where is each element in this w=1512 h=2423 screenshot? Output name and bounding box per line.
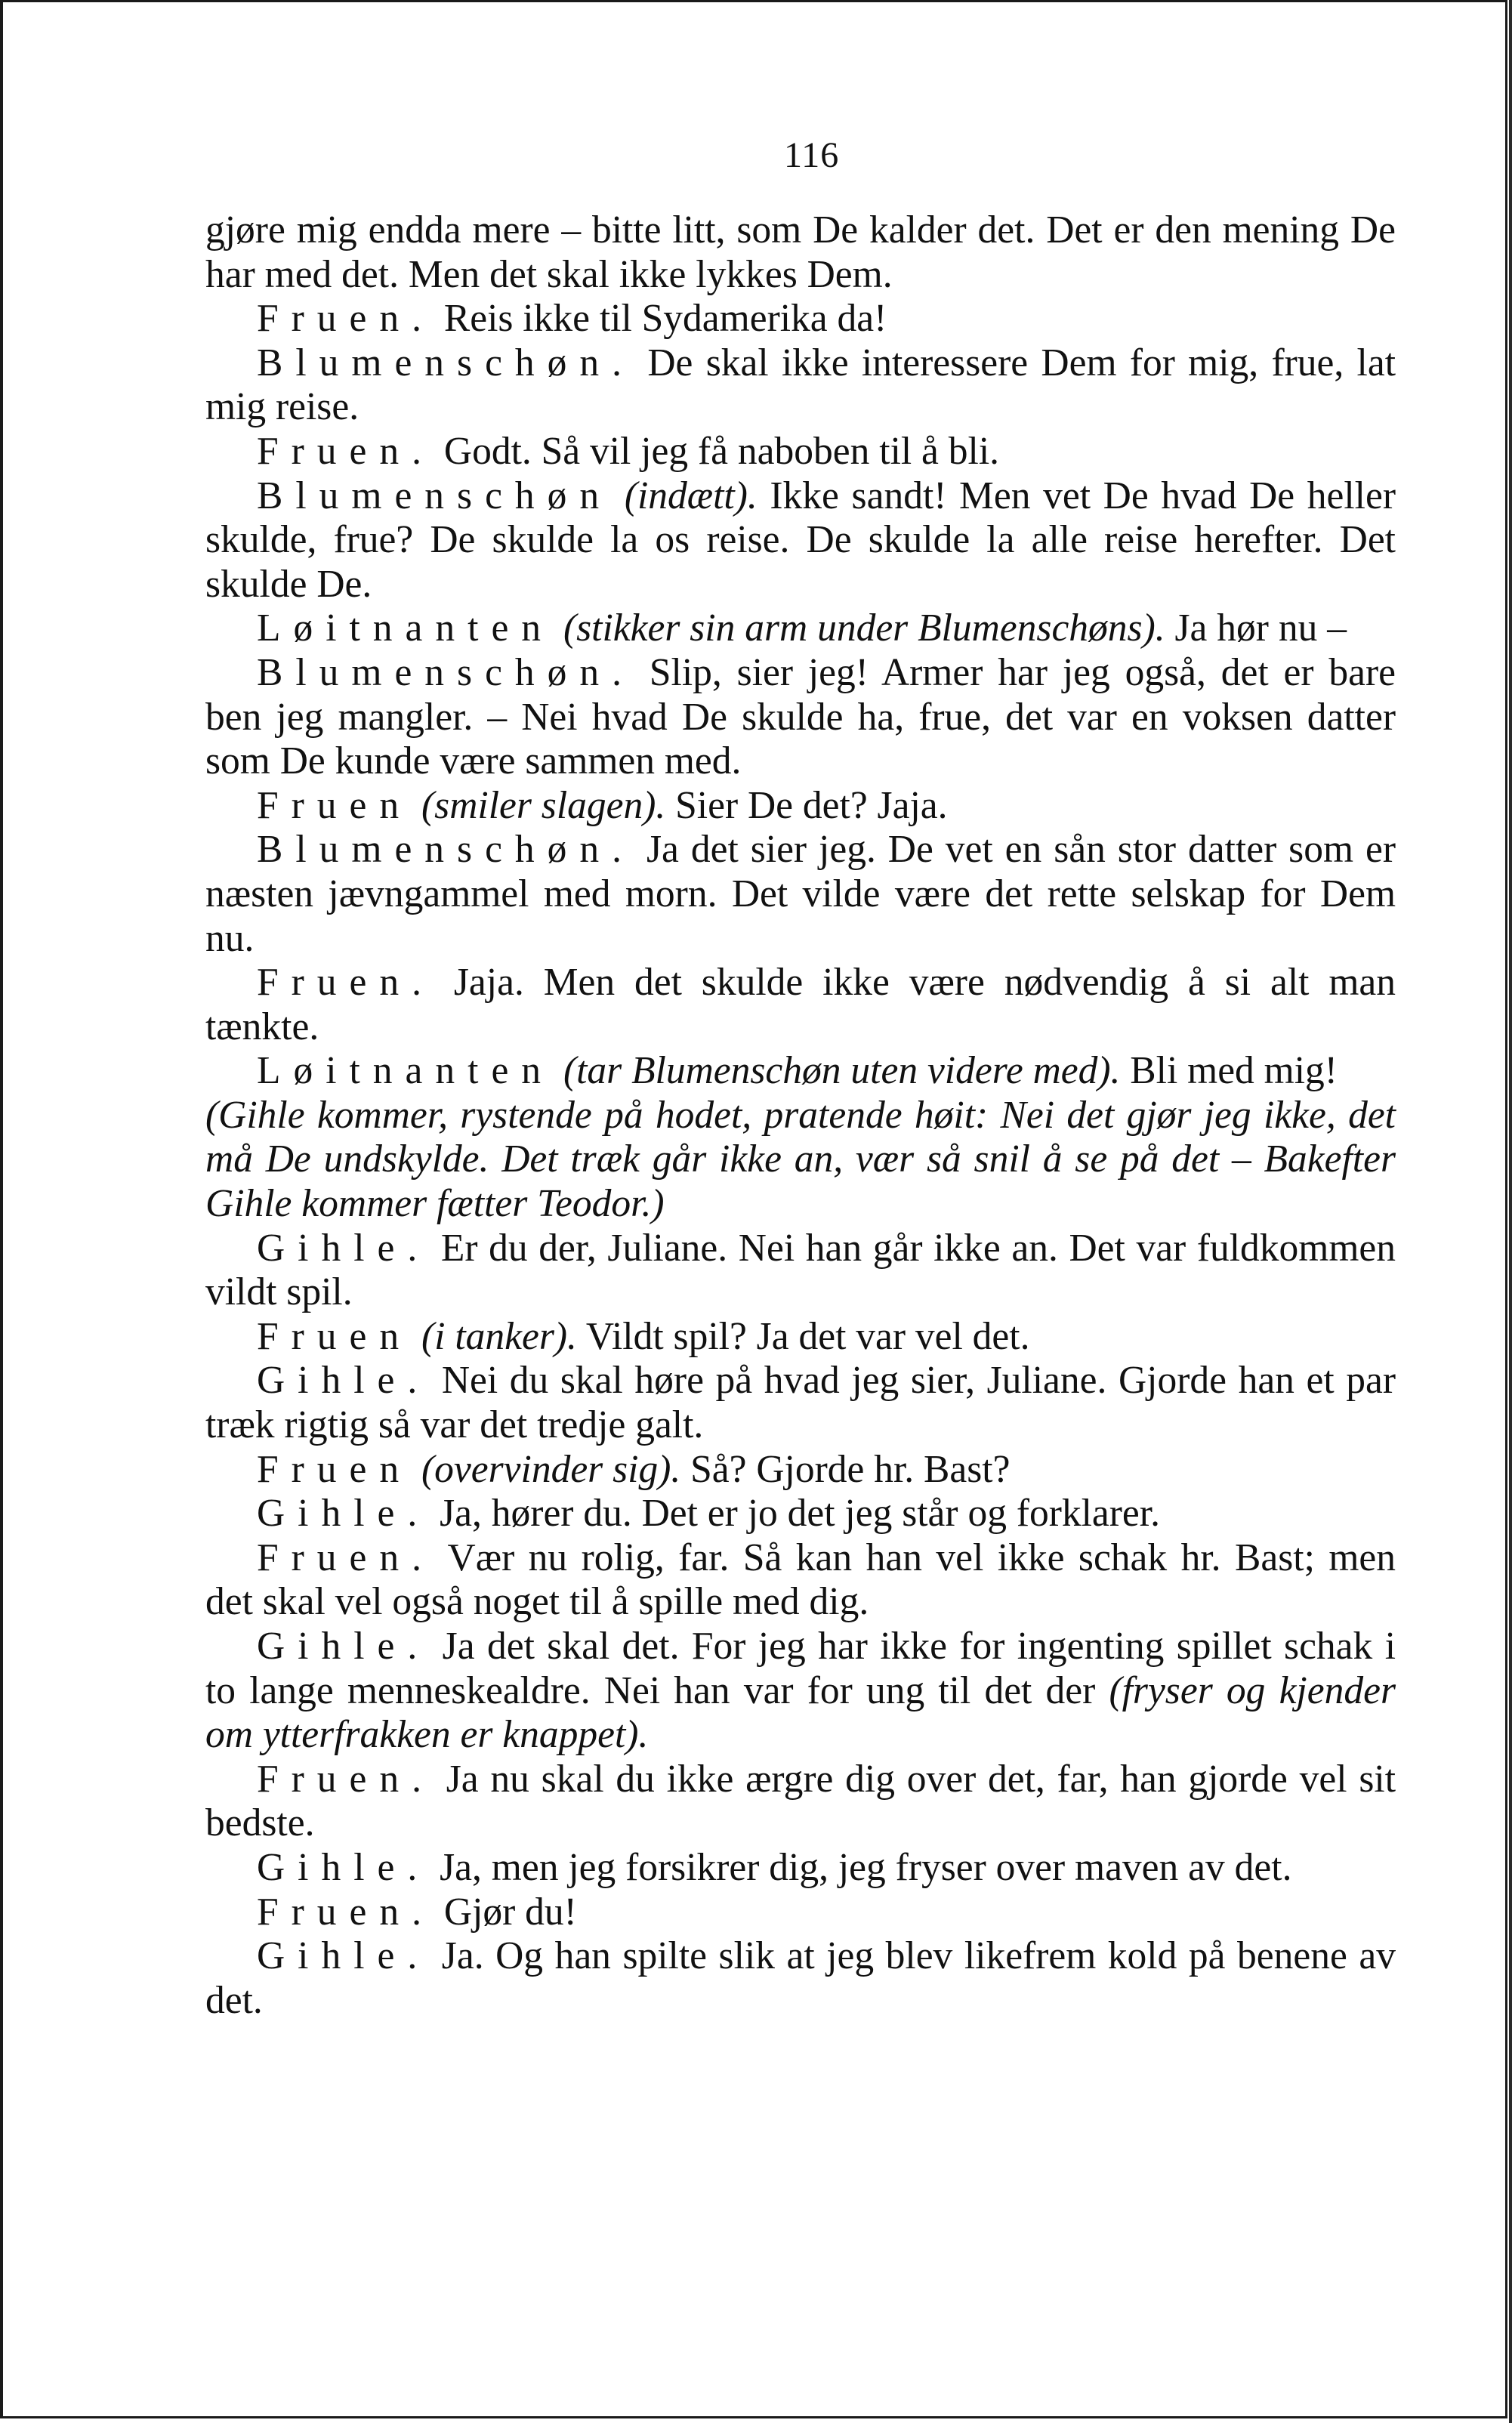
paragraph: Gihle. Ja, hører du. Det er jo det jeg står og forklarer. — [257, 1492, 1160, 1536]
play-text — [205, 208, 1396, 2023]
paragraph: Blumenschøn (indætt). Ikke sandt! Men vet De hvad De heller skulde, frue? De skulde la os reise. De skulde la alle reise herefter. Det skulde De. — [205, 474, 1396, 606]
speaker-name: Løitnanten — [257, 1049, 554, 1093]
speaker-name: Fruen. — [257, 429, 434, 473]
paragraph: Fruen (overvinder sig). Så? Gjorde hr. Bast? — [257, 1447, 1011, 1491]
speaker-name: Fruen. — [257, 961, 434, 1005]
page-number: 116 — [784, 135, 840, 175]
speaker-name: Gihle. — [257, 1226, 430, 1270]
paragraph: Fruen. Reis ikke til Sydamerika da! — [257, 297, 887, 341]
speaker-name: Gihle. — [257, 1934, 430, 1978]
stage-direction: (stikker sin arm under Blumenschøns). — [563, 607, 1165, 650]
stage-direction: (fryser og kjender om ytterfrakken er knappet). — [205, 1668, 1396, 1757]
speaker-name: Fruen. — [257, 1536, 434, 1579]
paragraph: Blumenschøn. Ja det sier jeg. De vet en sån stor datter som er næsten jævngammel med morn. Det vilde være det rette selskap for Dem nu. — [205, 828, 1396, 960]
paragraph: Fruen (smiler slagen). Sier De det? Jaja. — [257, 783, 948, 827]
paragraph: Løitnanten (stikker sin arm under Blumenschøns). Ja hør nu – — [257, 607, 1347, 650]
paragraph: Fruen. Gjør du! — [257, 1890, 577, 1934]
paragraph: Fruen. Jaja. Men det skulde ikke være nødvendig å si alt man tænkte. — [205, 961, 1396, 1048]
paragraph: Fruen (i tanker). Vildt spil? Ja det var vel det. — [257, 1314, 1030, 1358]
paragraph: gjøre mig endda mere – bitte litt, som De kalder det. Det er den mening De har med det. Men det skal ikke lykkes Dem. — [205, 208, 1396, 296]
speaker-name: Gihle. — [257, 1845, 430, 1889]
speaker-name: Blumenschøn. — [257, 341, 635, 384]
speaker-name: Fruen — [257, 1314, 412, 1358]
speaker-name: Gihle. — [257, 1492, 430, 1536]
speaker-name: Blumenschøn. — [257, 828, 635, 872]
speaker-name: Fruen. — [257, 1890, 434, 1934]
stage-direction: (smiler slagen). — [421, 783, 666, 827]
speaker-name: Fruen. — [257, 1757, 434, 1801]
paragraph: Fruen. Godt. Så vil jeg få naboben til å bli. — [257, 429, 1000, 473]
paragraph: Fruen. Vær nu rolig, far. Så kan han vel ikke schak hr. Bast; men det skal vel også noget til å spille med dig. — [205, 1536, 1396, 1624]
speaker-name: Blumenschøn. — [257, 650, 635, 694]
speaker-name: Fruen — [257, 1447, 412, 1491]
speaker-name: Løitnanten — [257, 607, 554, 650]
speaker-name: Fruen. — [257, 297, 434, 341]
stage-direction-paragraph: (Gihle kommer, rystende på hodet, pratende høit: Nei det gjør jeg ikke, det må De undskylde. Det træk går ikke an, vær så snil å se på det – Bakefter Gihle kommer fætter Teodor.) — [205, 1093, 1396, 1226]
paragraph: Gihle. Ja det skal det. For jeg har ikke for ingenting spillet schak i to lange menneskealdre. Nei han var for ung til det der (fryser og kjender om ytterfrakken er knappet). — [205, 1625, 1396, 1757]
speaker-name: Gihle. — [257, 1359, 430, 1403]
stage-direction: (overvinder sig). — [421, 1447, 681, 1491]
paragraph: Fruen. Ja nu skal du ikke ærgre dig over det, far, han gjorde vel sit bedste. — [205, 1757, 1396, 1845]
paragraph: Løitnanten (tar Blumenschøn uten videre med). Bli med mig! — [257, 1049, 1338, 1093]
paragraph: Blumenschøn. De skal ikke interessere Dem for mig, frue, lat mig reise. — [205, 341, 1396, 429]
stage-direction: (tar Blumenschøn uten videre med). — [563, 1049, 1121, 1093]
stage-direction: (indætt). — [624, 474, 758, 517]
paragraph: Gihle. Ja, men jeg forsikrer dig, jeg fryser over maven av det. — [257, 1845, 1292, 1889]
scan-edge — [1509, 0, 1512, 2423]
speaker-name: Fruen — [257, 783, 412, 827]
speaker-name: Blumenschøn — [257, 474, 613, 517]
paragraph: Gihle. Er du der, Juliane. Nei han går ikke an. Det var fuldkommen vildt spil. — [205, 1226, 1396, 1314]
paragraph: Gihle. Ja. Og han spilte slik at jeg blev likefrem kold på benene av det. — [205, 1934, 1396, 2022]
paragraph: Blumenschøn. Slip, sier jeg! Armer har jeg også, det er bare ben jeg mangler. – Nei hvad De skulde ha, frue, det var en voksen datter som De kunde være sammen med. — [205, 650, 1396, 783]
paragraph: Gihle. Nei du skal høre på hvad jeg sier, Juliane. Gjorde han et par træk rigtig så var det tredje galt. — [205, 1359, 1396, 1447]
stage-direction: (i tanker). — [421, 1314, 577, 1358]
speaker-name: Gihle. — [257, 1625, 430, 1668]
